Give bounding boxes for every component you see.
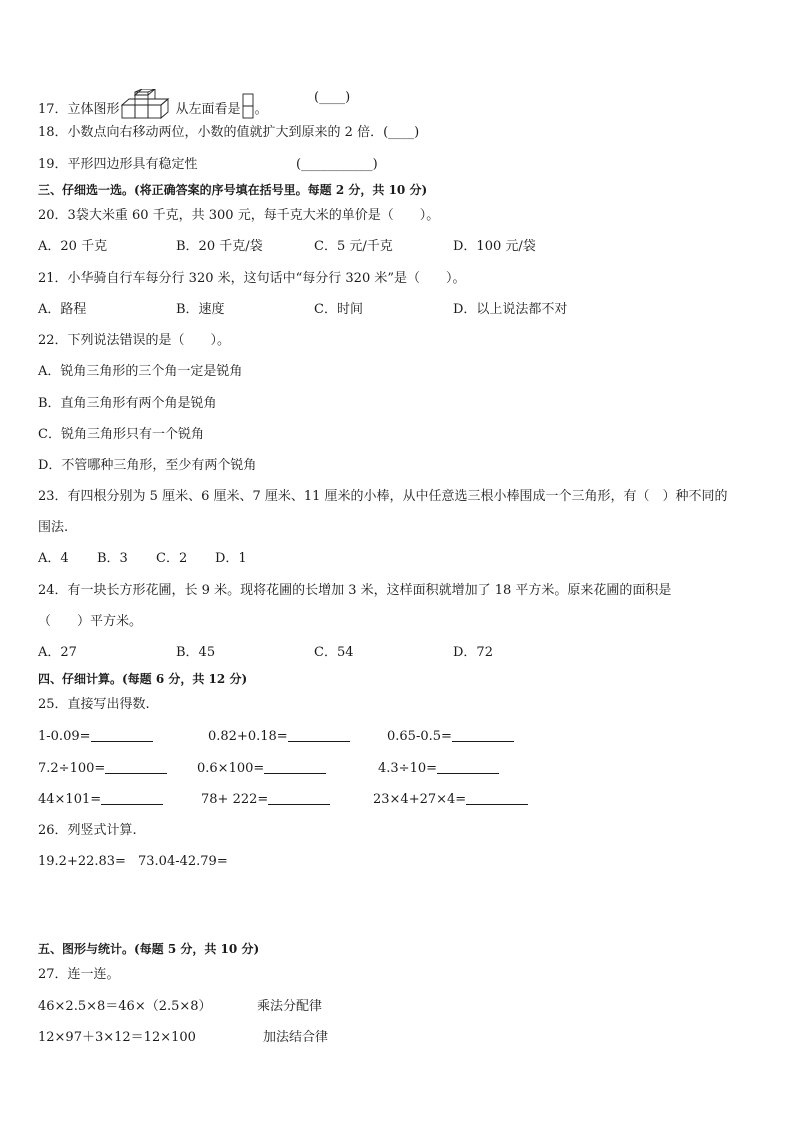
- section-5-title: 五、图形与统计。(每题 5 分，共 10 分): [38, 942, 260, 956]
- q25-item: [387, 728, 514, 746]
- answer-blank[interactable]: [466, 792, 528, 805]
- q17-prefix: 17．立体图形: [38, 102, 120, 117]
- question-25: 25．直接写出得数.: [38, 697, 150, 712]
- question-18: 18．小数点向右移动两位，小数的值就扩大到原来的 2 倍．(____): [38, 125, 420, 140]
- q20-option-d[interactable]: D．100 元/袋: [453, 239, 536, 254]
- q27-left-item[interactable]: 12×97＋3×12＝12×100: [38, 1030, 196, 1045]
- q25-expression: 0.82+0.18=: [208, 729, 288, 744]
- q20-option-a[interactable]: A．20 千克: [38, 239, 108, 254]
- q23-option-c[interactable]: C．2: [156, 551, 188, 566]
- q25-expression: 4.3÷10=: [378, 761, 438, 776]
- section-4-title: 四、仔细计算。(每题 6 分，共 12 分): [38, 672, 248, 686]
- q22-option-d[interactable]: D．不管哪种三角形，至少有两个锐角: [38, 458, 257, 473]
- q25-item: [38, 760, 167, 778]
- q25-expression: 7.2÷100=: [38, 761, 106, 776]
- q25-expression: 0.65-0.5=: [387, 729, 452, 744]
- q27-right-item[interactable]: 加法结合律: [263, 1030, 329, 1045]
- q22-option-a[interactable]: A．锐角三角形的三个角一定是锐角: [38, 364, 243, 379]
- question-23-line-1: 23．有四根分别为 5 厘米、6 厘米、7 厘米、11 厘米的小棒，从中任意选三根小棒围成一个三角形，有（ ）种不同的: [38, 489, 728, 504]
- q25-item: [197, 760, 326, 778]
- q17-answer-blank[interactable]: (____): [314, 90, 351, 105]
- q22-option-b[interactable]: B．直角三角形有两个角是锐角: [38, 396, 217, 411]
- q21-option-b[interactable]: B．速度: [176, 302, 225, 317]
- q25-item: [201, 791, 330, 809]
- cube-solid-figure: [121, 89, 175, 125]
- q25-expression: 0.6×100=: [197, 761, 265, 776]
- q21-option-c[interactable]: C．时间: [314, 302, 363, 317]
- q20-option-b[interactable]: B．20 千克/袋: [176, 239, 263, 254]
- q27-right-item[interactable]: 乘法分配律: [257, 999, 323, 1014]
- question-21: 21．小华骑自行车每分行 320 米，这句话中“每分行 320 米”是（ ）。: [38, 271, 466, 286]
- question-26: 26．列竖式计算.: [38, 823, 137, 838]
- q25-item: [378, 760, 499, 778]
- q19-answer-blank[interactable]: (___________): [296, 157, 378, 172]
- answer-blank[interactable]: [437, 761, 499, 774]
- q21-option-d[interactable]: D．以上说法都不对: [453, 302, 568, 317]
- answer-blank[interactable]: [105, 761, 167, 774]
- q22-option-c[interactable]: C．锐角三角形只有一个锐角: [38, 427, 204, 442]
- q26-expression: 73.04-42.79=: [138, 854, 228, 869]
- q25-item: [38, 791, 163, 809]
- q17-end: 。: [254, 102, 268, 117]
- question-22: 22．下列说法错误的是（ ）。: [38, 333, 231, 348]
- q25-item: [373, 791, 528, 809]
- q27-left-item[interactable]: 46×2.5×8＝46×（2.5×8）: [38, 999, 212, 1014]
- question-23-line-2: 围法.: [38, 520, 69, 535]
- q24-option-c[interactable]: C．54: [314, 645, 354, 660]
- answer-blank[interactable]: [268, 792, 330, 805]
- q20-option-c[interactable]: C．5 元/千克: [314, 239, 393, 254]
- section-3-title: 三、仔细选一选。(将正确答案的序号填在括号里。每题 2 分，共 10 分): [38, 183, 428, 197]
- q25-expression: 78+ 222=: [201, 792, 269, 807]
- q21-option-a[interactable]: A．路程: [38, 302, 87, 317]
- question-17: [38, 89, 268, 125]
- q26-expression: 19.2+22.83=: [38, 854, 126, 869]
- q25-expression: 23×4+27×4=: [373, 792, 467, 807]
- q25-item: [38, 728, 153, 746]
- answer-blank[interactable]: [101, 792, 163, 805]
- question-24-line-1: 24．有一块长方形花圃，长 9 米。现将花圃的长增加 3 米，这样面积就增加了 18 平方米。原来花圃的面积是: [38, 583, 672, 598]
- question-20: 20．3袋大米重 60 千克，共 300 元，每千克大米的单价是（ ）。: [38, 208, 440, 223]
- answer-blank[interactable]: [264, 761, 326, 774]
- q24-option-b[interactable]: B．45: [176, 645, 216, 660]
- question-19: 19．平形四边形具有稳定性: [38, 157, 198, 172]
- question-24-line-2: （ ）平方米。: [38, 614, 143, 629]
- answer-blank[interactable]: [91, 729, 153, 742]
- question-27: 27．连一连。: [38, 967, 120, 982]
- q24-option-d[interactable]: D．72: [453, 645, 493, 660]
- q23-option-d[interactable]: D．1: [215, 551, 247, 566]
- q23-option-b[interactable]: B．3: [97, 551, 128, 566]
- q25-expression: 44×101=: [38, 792, 102, 807]
- q25-expression: 1-0.09=: [38, 729, 91, 744]
- answer-blank[interactable]: [452, 729, 514, 742]
- answer-blank[interactable]: [288, 729, 350, 742]
- q17-mid: 从左面看是: [175, 102, 241, 117]
- q24-option-a[interactable]: A．27: [38, 645, 77, 660]
- q23-option-a[interactable]: A．4: [38, 551, 69, 566]
- left-view-figure: [242, 93, 254, 125]
- q25-item: [208, 728, 350, 746]
